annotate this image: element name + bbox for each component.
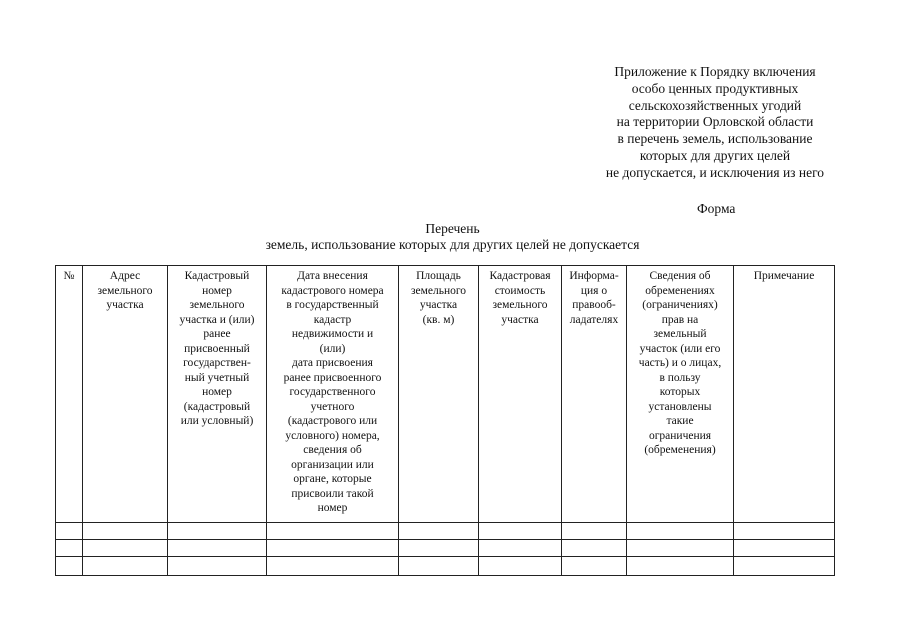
column-header-text: Информа- ция о правооб- ладателях — [569, 270, 619, 326]
table-cell[interactable] — [56, 523, 83, 540]
form-label: Форма — [697, 201, 736, 216]
appendix-line: на территории Орловской области — [616, 114, 814, 130]
column-header — [168, 266, 267, 523]
table-cell[interactable] — [168, 540, 267, 557]
table-cell[interactable] — [562, 523, 627, 540]
table-cell[interactable] — [168, 557, 267, 576]
column-header-text: Примечание — [753, 270, 815, 282]
appendix-note — [560, 64, 870, 182]
column-header — [399, 266, 479, 523]
table-cell[interactable] — [734, 557, 835, 576]
table-header-row — [56, 266, 835, 523]
column-header-text: Адрес земельного участка — [97, 270, 153, 311]
column-header — [627, 266, 734, 523]
column-header-text: Сведения об обременениях (ограничениях) прав на земельный участок (или его часть) и о лицах, в пользу которых установлены такие ограничения (обременения) — [638, 270, 722, 456]
table-cell[interactable] — [734, 523, 835, 540]
column-header-text: № — [63, 270, 75, 282]
document-title: Перечень — [425, 221, 480, 236]
appendix-line: особо ценных продуктивных — [631, 80, 799, 96]
table-cell[interactable] — [83, 540, 168, 557]
table-cell[interactable] — [734, 540, 835, 557]
table-cell[interactable] — [627, 523, 734, 540]
table-cell[interactable] — [479, 557, 562, 576]
appendix-line: Приложение к Порядку включения — [614, 64, 816, 79]
column-header — [562, 266, 627, 523]
column-header-text: Кадастровая стоимость земельного участка — [489, 270, 551, 326]
table-cell[interactable] — [399, 523, 479, 540]
appendix-line: в перечень земель, использование — [617, 131, 813, 147]
table-cell[interactable] — [479, 523, 562, 540]
column-header — [83, 266, 168, 523]
table-cell[interactable] — [83, 557, 168, 576]
column-header — [56, 266, 83, 523]
table-cell[interactable] — [267, 557, 399, 576]
table-cell[interactable] — [399, 557, 479, 576]
table-row — [56, 557, 835, 576]
appendix-line: не допускается, и исключения из него — [605, 164, 825, 180]
table-row — [56, 540, 835, 557]
table-cell[interactable] — [83, 523, 168, 540]
document-subtitle: земель, использование которых для других целей не допускается — [265, 237, 640, 252]
column-header-text: Площадь земельного участка (кв. м) — [410, 270, 467, 326]
table-cell[interactable] — [56, 557, 83, 576]
column-header — [267, 266, 399, 523]
appendix-line: которых для других целей — [639, 147, 791, 163]
table-cell[interactable] — [168, 523, 267, 540]
column-header — [479, 266, 562, 523]
table-cell[interactable] — [562, 540, 627, 557]
land-register-table — [55, 265, 835, 576]
column-header-text: Дата внесения кадастрового номера в государственный кадастр недвижимости и (или) дата присвоения ранее присвоенного государственного учетного (кадастрового или условного) номера, сведения об организации или органе, которые присвоили такой номер — [281, 270, 384, 514]
table-cell[interactable] — [627, 540, 734, 557]
table-cell[interactable] — [479, 540, 562, 557]
table-cell[interactable] — [627, 557, 734, 576]
table-row — [56, 523, 835, 540]
column-header — [734, 266, 835, 523]
column-header-text: Кадастровый номер земельного участка и (или) ранее присвоенный государствен- ный учетный номер (кадастровый или условный) — [179, 270, 255, 427]
table-cell[interactable] — [399, 540, 479, 557]
table-cell[interactable] — [267, 540, 399, 557]
table-cell[interactable] — [562, 557, 627, 576]
appendix-line: сельскохозяйственных угодий — [628, 97, 802, 113]
table-cell[interactable] — [56, 540, 83, 557]
table-cell[interactable] — [267, 523, 399, 540]
